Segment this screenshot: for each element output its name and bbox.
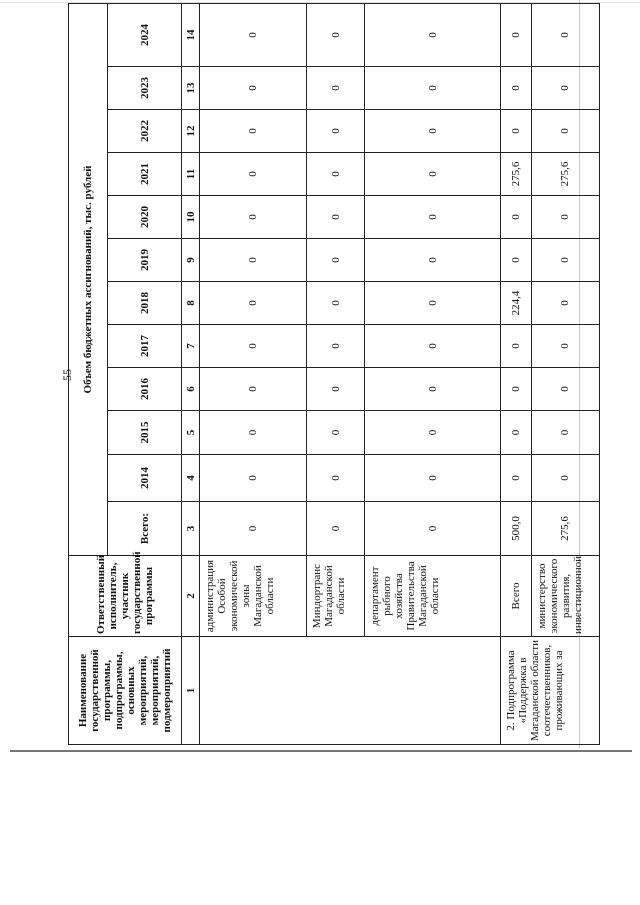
column-number: 6 <box>182 368 200 411</box>
value-cell: 275,6 <box>531 153 599 196</box>
header-total: Всего: <box>107 502 182 556</box>
value-cell: 0 <box>500 239 531 282</box>
column-number-row <box>182 3 200 744</box>
value-cell: 0 <box>200 282 307 325</box>
program-name-cell <box>200 637 501 745</box>
value-cell: 0 <box>306 411 364 455</box>
header-year: 2015 <box>107 411 182 455</box>
value-cell: 0 <box>200 239 307 282</box>
table-row <box>500 3 531 744</box>
column-number: 8 <box>182 282 200 325</box>
header-year: 2020 <box>107 196 182 239</box>
value-cell: 0 <box>531 196 599 239</box>
value-cell: 0 <box>365 368 501 411</box>
executor-cell: департамент рыбного хозяйства Правительства Магаданской области <box>365 556 501 637</box>
value-cell: 0 <box>306 153 364 196</box>
value-cell: 0 <box>531 110 599 153</box>
value-cell: 0 <box>306 282 364 325</box>
value-cell: 275,6 <box>500 153 531 196</box>
value-cell: 0 <box>365 502 501 556</box>
budget-table <box>68 3 600 745</box>
value-cell: 0 <box>306 3 364 66</box>
column-number: 12 <box>182 110 200 153</box>
value-cell: 0 <box>200 110 307 153</box>
value-cell: 0 <box>306 502 364 556</box>
value-cell: 0 <box>365 67 501 110</box>
program-name-cell: 2. Подпрограмма «Поддержка в Магаданской области соотечественников, проживающих за <box>500 637 599 745</box>
column-number: 10 <box>182 196 200 239</box>
column-number: 2 <box>182 556 200 637</box>
value-cell: 0 <box>365 455 501 502</box>
value-cell: 0 <box>306 239 364 282</box>
value-cell: 0 <box>365 325 501 368</box>
column-number: 1 <box>182 637 200 745</box>
value-cell: 0 <box>200 411 307 455</box>
value-cell: 500,0 <box>500 502 531 556</box>
header-year: 2016 <box>107 368 182 411</box>
executor-cell: министерство экономического развития, инвестиционной <box>531 556 599 637</box>
value-cell: 0 <box>306 455 364 502</box>
executor-cell: Всего <box>500 556 531 637</box>
value-cell: 0 <box>500 196 531 239</box>
value-cell: 0 <box>365 239 501 282</box>
value-cell: 0 <box>531 368 599 411</box>
value-cell: 0 <box>500 455 531 502</box>
header-year: 2014 <box>107 455 182 502</box>
value-cell: 0 <box>200 196 307 239</box>
page-number: 55 <box>60 369 74 381</box>
table-row <box>306 3 364 744</box>
header-year: 2018 <box>107 282 182 325</box>
table-row <box>200 3 307 744</box>
value-cell: 0 <box>531 411 599 455</box>
value-cell: 0 <box>200 325 307 368</box>
header-year: 2021 <box>107 153 182 196</box>
header-year: 2023 <box>107 67 182 110</box>
column-number: 7 <box>182 325 200 368</box>
column-number: 4 <box>182 455 200 502</box>
executor-cell: администрация Особой экономической зоны Магаданской области <box>200 556 307 637</box>
value-cell: 0 <box>200 3 307 66</box>
value-cell: 0 <box>306 110 364 153</box>
column-number: 3 <box>182 502 200 556</box>
column-number: 11 <box>182 153 200 196</box>
header-year: 2019 <box>107 239 182 282</box>
column-number: 13 <box>182 67 200 110</box>
value-cell: 0 <box>365 153 501 196</box>
value-cell: 0 <box>200 368 307 411</box>
column-number: 9 <box>182 239 200 282</box>
header-executor: Ответственный исполнитель, участник государственной программы <box>69 556 182 637</box>
value-cell: 0 <box>365 3 501 66</box>
page-bottom-rule <box>10 750 632 752</box>
header-name: Наименование государственной программы, подпрограммы, основных мероприятий, мероприятий, подмероприятий <box>69 637 182 745</box>
value-cell: 0 <box>531 455 599 502</box>
value-cell: 0 <box>306 67 364 110</box>
value-cell: 0 <box>500 368 531 411</box>
value-cell: 0 <box>200 502 307 556</box>
value-cell: 0 <box>365 411 501 455</box>
value-cell: 0 <box>500 110 531 153</box>
value-cell: 0 <box>531 239 599 282</box>
value-cell: 0 <box>200 67 307 110</box>
value-cell: 275,6 <box>531 502 599 556</box>
header-year: 2017 <box>107 325 182 368</box>
header-budget: Объем бюджетных ассигнований, тыс. рублей <box>69 3 108 555</box>
value-cell: 0 <box>500 67 531 110</box>
value-cell: 0 <box>531 3 599 66</box>
header-row-1 <box>69 3 108 744</box>
value-cell: 224,4 <box>500 282 531 325</box>
value-cell: 0 <box>531 325 599 368</box>
rotated-table-container <box>68 9 600 745</box>
value-cell: 0 <box>200 153 307 196</box>
column-number: 5 <box>182 411 200 455</box>
value-cell: 0 <box>306 325 364 368</box>
value-cell: 0 <box>531 67 599 110</box>
value-cell: 0 <box>306 368 364 411</box>
table-row <box>365 3 501 744</box>
column-number: 14 <box>182 3 200 66</box>
value-cell: 0 <box>365 110 501 153</box>
header-year: 2022 <box>107 110 182 153</box>
value-cell: 0 <box>500 411 531 455</box>
executor-cell: Миндортранс Магаданской области <box>306 556 364 637</box>
header-year: 2024 <box>107 3 182 66</box>
value-cell: 0 <box>306 196 364 239</box>
value-cell: 0 <box>365 282 501 325</box>
value-cell: 0 <box>365 196 501 239</box>
value-cell: 0 <box>500 3 531 66</box>
table-row <box>531 3 599 744</box>
value-cell: 0 <box>500 325 531 368</box>
value-cell: 0 <box>200 455 307 502</box>
value-cell: 0 <box>531 282 599 325</box>
